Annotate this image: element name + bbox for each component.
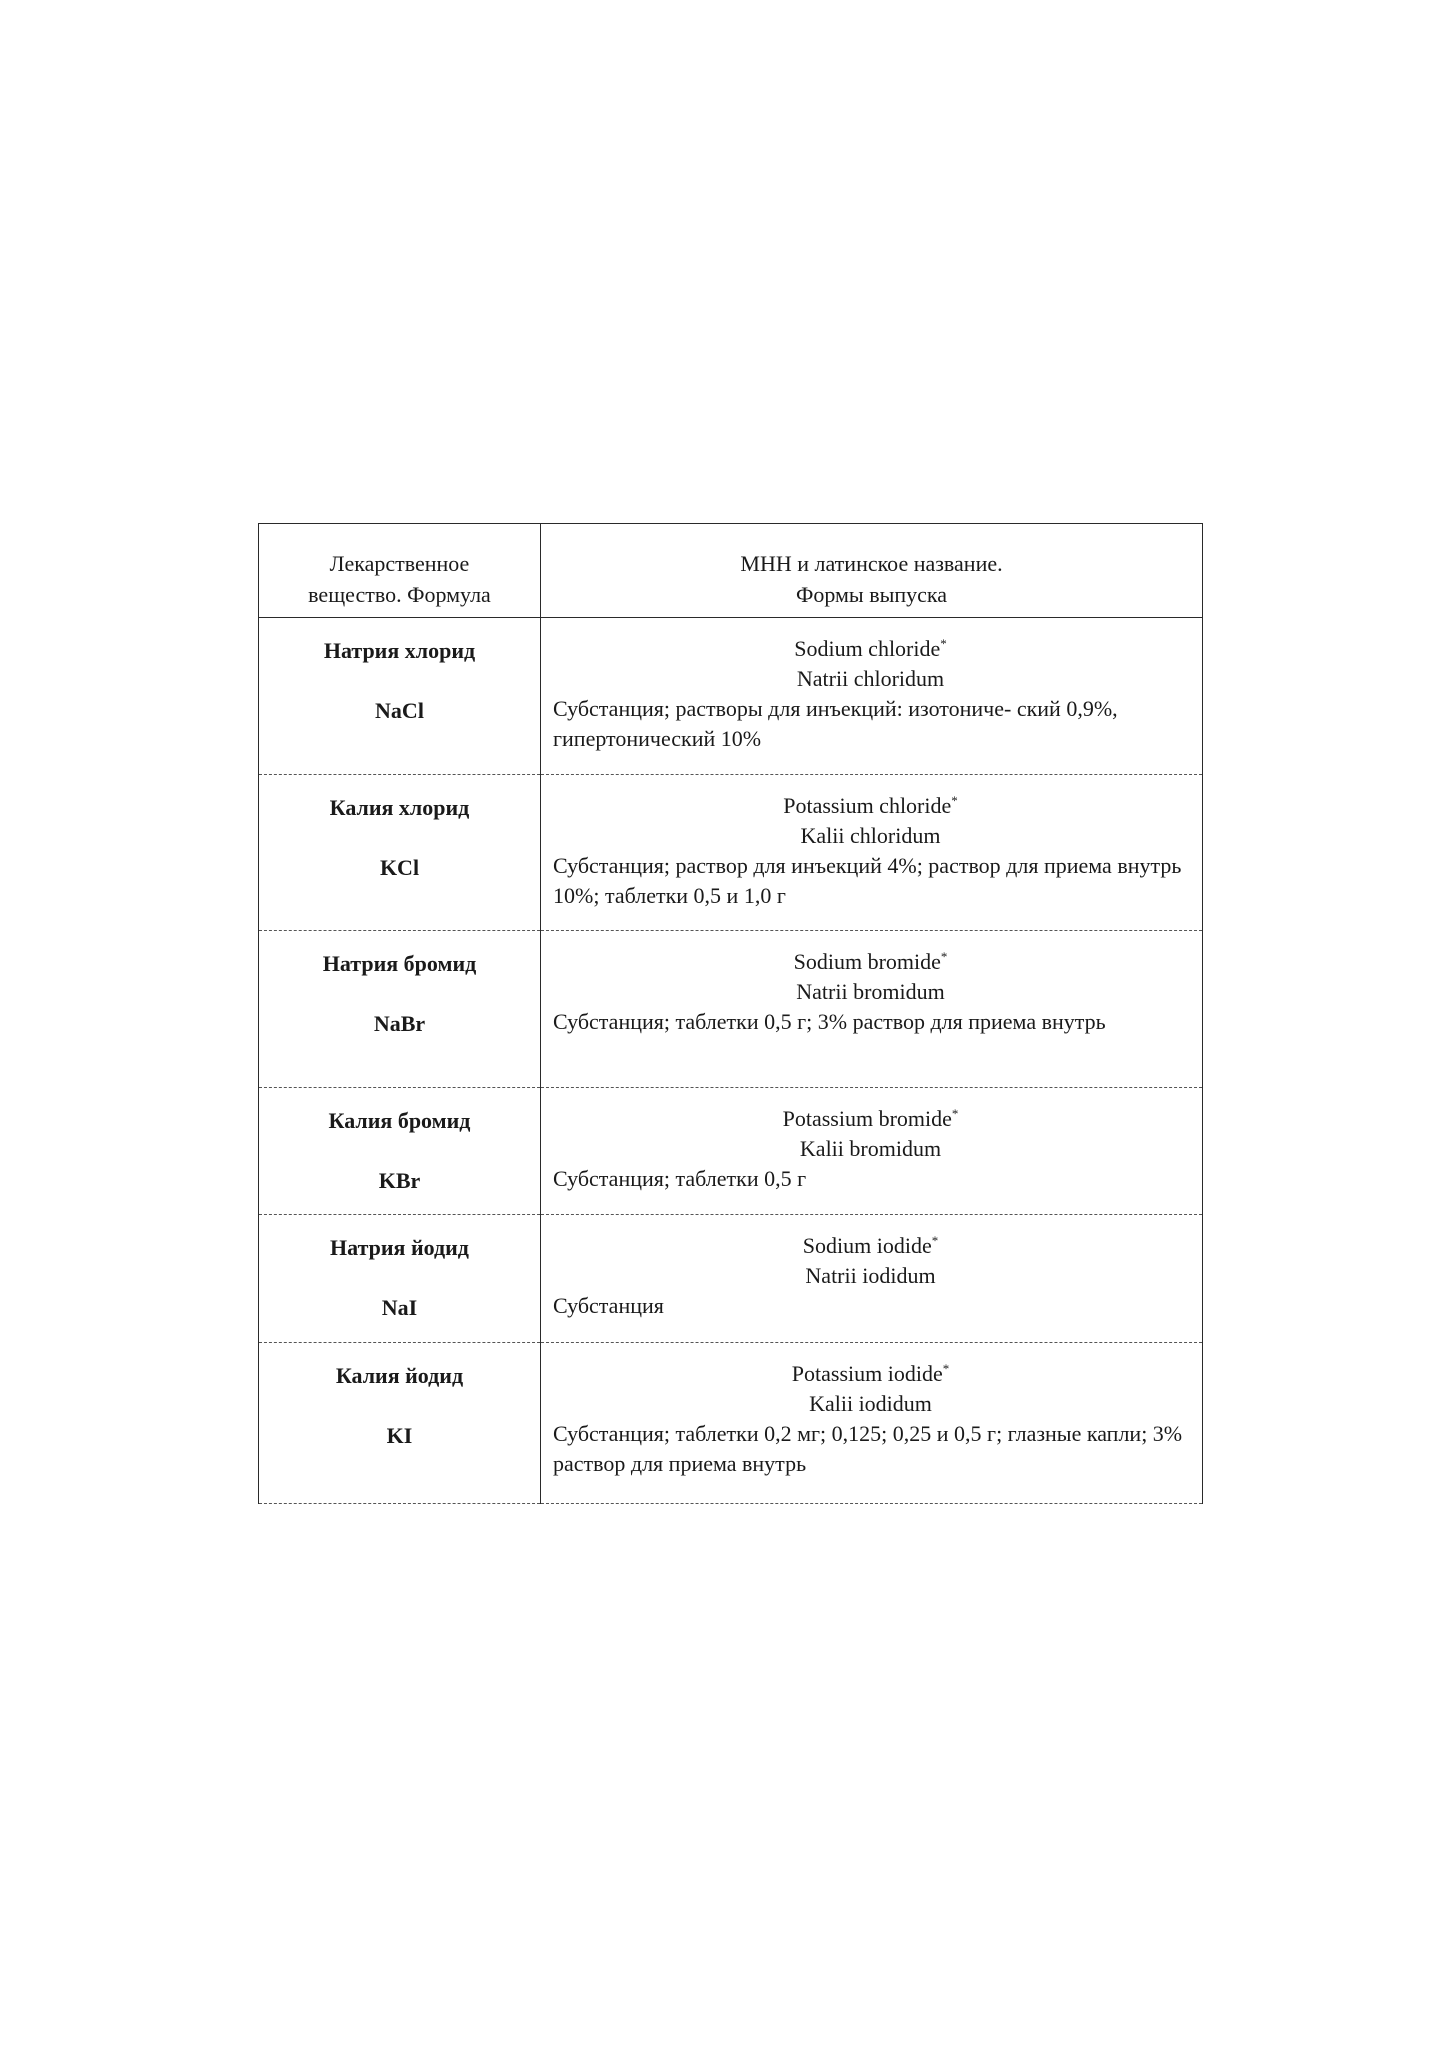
latin-name: Natrii bromidum [796, 979, 945, 1004]
header-col1-text: Лекарственное вещество. Формула [308, 551, 491, 607]
inn-name [553, 634, 1188, 664]
substance-formula: NaI [381, 1295, 418, 1320]
table-row [259, 1088, 1203, 1215]
inn-text: Sodium iodide [802, 1233, 932, 1258]
info-cell [541, 1215, 1203, 1343]
inn-text: Potassium iodide [791, 1361, 943, 1386]
inn-mark: * [940, 949, 948, 964]
header-col2-line1: МНН и латинское название. [740, 551, 1003, 576]
latin-name: Kalii bromidum [799, 1136, 942, 1161]
substance-name: Натрия хлорид [323, 638, 476, 663]
info-cell [541, 775, 1203, 931]
info-cell [541, 931, 1203, 1088]
drug-table [258, 523, 1203, 1504]
latin-name: Kalii iodidum [809, 1391, 932, 1416]
table-row [259, 1343, 1203, 1504]
inn-text: Sodium bromide [793, 949, 941, 974]
release-forms: Субстанция; таблетки 0,5 г [553, 1166, 807, 1191]
header-col2-line2: Формы выпуска [795, 582, 948, 607]
substance-name: Калия бромид [328, 1108, 471, 1133]
latin-name: Natrii iodidum [805, 1263, 936, 1288]
table-row [259, 775, 1203, 931]
inn-text: Potassium bromide [782, 1106, 952, 1131]
inn-mark: * [940, 636, 947, 651]
substance-cell [259, 618, 541, 775]
table-header-row [259, 524, 1203, 618]
table-row [259, 931, 1203, 1088]
substance-formula: KCl [379, 855, 420, 880]
substance-cell [259, 1215, 541, 1343]
inn-name [553, 1104, 1188, 1134]
release-forms: Субстанция; таблетки 0,5 г; 3% раствор для приема внутрь [553, 1009, 1106, 1034]
substance-formula: KBr [378, 1168, 421, 1193]
substance-cell [259, 1343, 541, 1504]
substance-formula: KI [386, 1423, 413, 1448]
inn-name [553, 1359, 1188, 1389]
substance-name: Натрия йодид [330, 1235, 469, 1260]
release-forms: Субстанция; растворы для инъекций: изотониче- ский 0,9%, гипертонический 10% [553, 696, 1118, 751]
inn-text: Sodium chloride [794, 636, 941, 661]
header-inn-forms [541, 524, 1203, 618]
substance-name: Калия йодид [335, 1363, 464, 1388]
inn-mark: * [931, 1233, 939, 1248]
inn-name [553, 1231, 1188, 1261]
table-row [259, 618, 1203, 775]
info-cell [541, 618, 1203, 775]
substance-formula: NaCl [375, 698, 424, 723]
latin-name: Natrii chloridum [796, 666, 945, 691]
header-substance-formula [259, 524, 541, 618]
inn-mark: * [951, 793, 958, 808]
substance-cell [259, 775, 541, 931]
release-forms: Субстанция; таблетки 0,2 мг; 0,125; 0,25 и 0,5 г; глазные капли; 3% раствор для приема внутрь [553, 1421, 1183, 1476]
substance-cell [259, 1088, 541, 1215]
inn-name [553, 791, 1188, 821]
latin-name: Kalii chloridum [800, 823, 941, 848]
substance-formula: NaBr [373, 1011, 426, 1036]
release-forms: Субстанция; раствор для инъекций 4%; раствор для приема внутрь 10%; таблетки 0,5 и 1,0 г [553, 853, 1182, 908]
inn-text: Potassium chloride [783, 793, 952, 818]
info-cell [541, 1343, 1203, 1504]
release-forms: Субстанция [553, 1293, 664, 1318]
inn-mark: * [951, 1106, 959, 1121]
inn-mark: * [942, 1361, 950, 1376]
table-row [259, 1215, 1203, 1343]
inn-name [553, 947, 1188, 977]
substance-cell [259, 931, 541, 1088]
substance-name: Калия хлорид [329, 795, 470, 820]
info-cell [541, 1088, 1203, 1215]
substance-name: Натрия бромид [322, 951, 477, 976]
